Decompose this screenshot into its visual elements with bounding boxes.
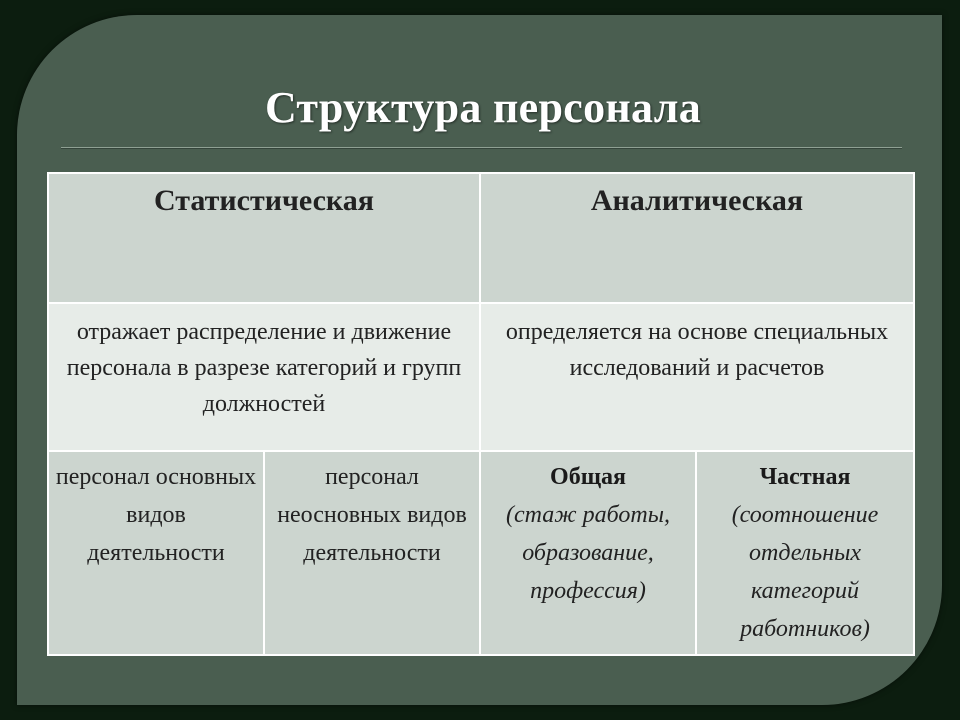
title-divider bbox=[61, 147, 902, 149]
header-row bbox=[48, 173, 914, 303]
description-statistical: отражает распределение и движение персонала в разрезе категорий и групп должностей bbox=[48, 303, 480, 451]
subtype-particular bbox=[696, 451, 914, 655]
subtype-general-label: Общая bbox=[550, 464, 626, 490]
description-row bbox=[48, 303, 914, 451]
subtype-non-main-activities: персонал неосновных видов деятельности bbox=[264, 451, 480, 655]
header-statistical: Статистическая bbox=[48, 173, 480, 303]
subtype-row bbox=[48, 451, 914, 655]
description-analytical: определяется на основе специальных исследований и расчетов bbox=[480, 303, 914, 451]
structure-table bbox=[47, 172, 915, 656]
subtype-general-details: (стаж работы, образование, профессия) bbox=[506, 502, 670, 604]
subtype-particular-label: Частная bbox=[759, 464, 851, 490]
subtype-general bbox=[480, 451, 696, 655]
header-analytical: Аналитическая bbox=[480, 173, 914, 303]
subtype-main-activities: персонал основных видов деятельности bbox=[48, 451, 264, 655]
slide-title: Структура персонала bbox=[264, 83, 702, 132]
subtype-particular-details: (соотношение отдельных категорий работников) bbox=[731, 502, 879, 642]
